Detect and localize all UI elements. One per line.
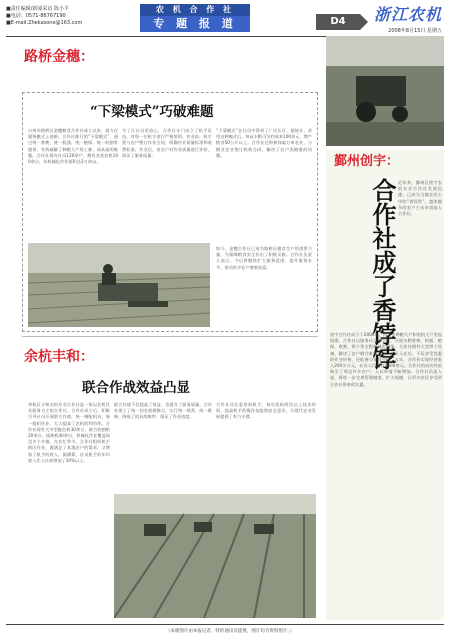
article3-title: 合作社成了香饽饽: [368, 178, 397, 370]
footer-rule: [6, 624, 444, 625]
paper-logo: 浙江农机: [373, 5, 442, 24]
article-divider: [22, 336, 318, 337]
article1-column3b: 如今，金穗合作社已成为路桥区粮食生产的重要力量，为保障粮食安全作出了积极贡献。合作社负责人表示，今后将继续扩大服务范围，提升服务水平，带动更多农户增收致富。: [216, 246, 312, 270]
page-code: D4: [316, 14, 360, 30]
transplanter-photo: [28, 243, 210, 327]
article1-column2: 为了让社员更放心，合作社专门成立了机手队伍，对每一位机手进行严格培训。作业前，机手要与农户签订作业合同，明确作业质量标准和收费标准。作业后，由农户对作业质量进行评价，保证了服务质量。: [122, 128, 212, 158]
article2-byline: 余杭丰和：: [24, 349, 94, 365]
email-line: ■E-mail:Zhekasone@163.com: [6, 20, 83, 26]
article1-column1: 台州市路桥区金穗粮食合作社成立以来，着力在服务模式上创新。合作社推行的“下梁模式”，通过统一育秧、统一机插、统一植保、统一收割等服务，有效破解了种粮大户用工难、成本高的难题。合作社现有社员120余户，拥有各类农机100余台，年机械化作业面积达3万余亩。: [28, 128, 118, 165]
tractor-field-photo: [326, 36, 444, 146]
article3-column1: 近年来，鄞州区创宇农机专业合作社发展迅速，已成为当地农民心中的“香饽饽”。越来越多的农户主动申请加入合作社。: [398, 180, 442, 217]
column-name: 农 机 合 作 社: [140, 4, 250, 16]
article2-title: 联合作战效益凸显: [82, 380, 190, 396]
article1-byline: 路桥金穗：: [24, 49, 94, 65]
article2-column3: 合作社还注重培训机手，每年组织两次以上技术培训，提高机手的操作技能和安全意识，为现代农业发展提供了有力支撑。: [216, 402, 316, 420]
photo-credit-footer: （本版图片由本报记者、特约通讯员提供，图片均为资料照片。）: [165, 629, 295, 634]
editor-info: [6, 6, 82, 27]
phone-line: ■电话：0571-86767190: [6, 13, 66, 19]
article2-column1: 余杭区丰和农机专业合作社是一家以农机作业服务为主的合作社。合作社成立后，积极引导社员开展联合作战，统一调配机具，统一组织作业，大大提高了农机的利用率。合作社现有大中型拖拉机30余台，联合收割机20余台，插秧机40余台，机械化作业覆盖周边多个乡镇。在农忙季节，合作社组织机手跨区作业，既满足了本地农户的需求，又增加了机手的收入。据测算，社员机手的年均收入比入社前增加了30%以上。: [28, 402, 110, 463]
paper-brand: [374, 2, 442, 34]
editor-line: ■责任编辑/新闻采访 陈小平: [6, 6, 69, 12]
section-name: 专 题 报 道: [140, 16, 250, 32]
article1-title: “下梁模式”巧破难题: [90, 104, 214, 120]
article1-column3: “下梁模式”在社员中得到了广泛认可。据统计，采用这种模式后，每亩水稻可节约成本100余元，增产粮食50公斤以上。合作社还积极探索订单农业，与粮食企业签订收购合同，解决了农户卖粮难的问题。: [216, 128, 312, 158]
section-banner: [140, 4, 250, 32]
field-machines-photo: [114, 494, 316, 618]
article3-column2: 创宇合作社成立于2006年，由几位种粮大户和农机大户发起组建。合作社以服务社员为宗旨，开展水稻育秧、机插、植保、收割、烘干等全程机械化服务。合作社拥有大型烘干设备，解决了农户晒谷难的问题。社员入社后，不仅享受优惠的作业价格，还能参与年终分红。去年，合作社实现经营收入200多万元，社员人均增收2000余元。合作社的成功经验吸引了周边许多农户，入社申请不断增加。合作社负责人说，将进一步完善管理制度，扩大规模，让更多农民享受到合作社带来的实惠。: [330, 332, 442, 387]
article2-column2: 联合作战不仅提高了效益，也提升了服务质量。合作社建立了统一的农机维修点，实行统一保养、统一维修，降低了机具故障率，保证了作业进度。: [114, 402, 212, 420]
masthead: [0, 0, 450, 36]
article3-byline: 鄞州创宇：: [334, 154, 400, 169]
issue-date: 2008年8月15日 星期五: [388, 28, 442, 34]
